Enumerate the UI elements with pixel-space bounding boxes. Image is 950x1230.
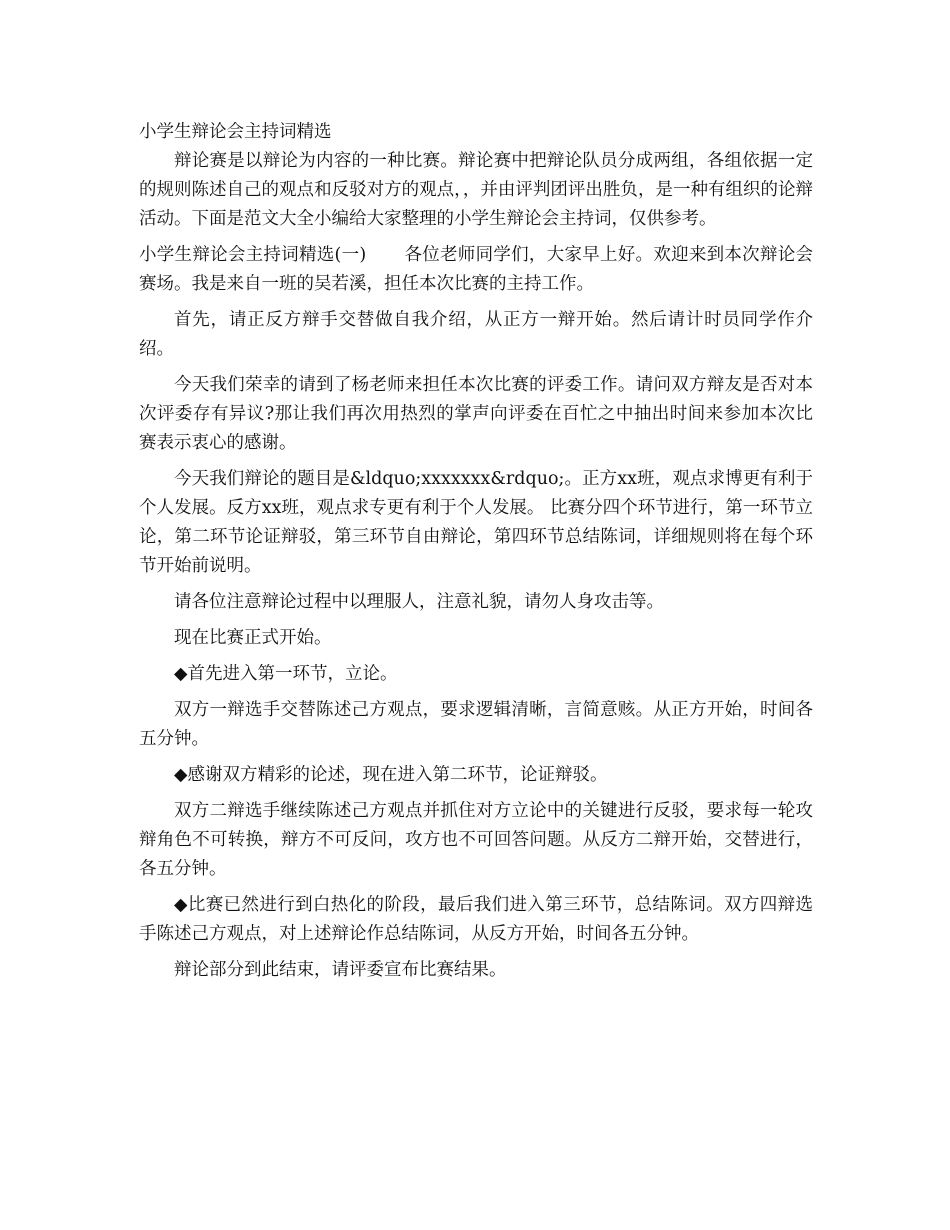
intro-paragraph: 辩论赛是以辩论为内容的一种比赛。辩论赛中把辩论队员分成两组，各组依据一定的规则陈述自己的观点和反驳对方的观点，，并由评判团评出胜负，是一种有组织的论辩活动。下面是范文大全小编给大家整理的小学生辩论会主持词，仅供参考。 [139, 151, 813, 229]
body-paragraph: 请各位注意辩论过程中以理服人，注意礼貌，请勿人身攻击等。 [174, 592, 664, 612]
body-paragraph: 双方二辩选手继续陈述己方观点并抓住对方立论中的关键进行反驳，要求每一轮攻辩角色不可转换，辩方不可反问，攻方也不可回答问题。从反方二辩开始，交替进行，各五分钟。 [139, 801, 813, 879]
body-paragraph: ◆首先进入第一环节，立论。 [174, 664, 398, 684]
body-paragraph: ◆比赛已然进行到白热化的阶段，最后我们进入第三环节，总结陈词。双方四辩选手陈述己方观点，对上述辩论作总结陈词，从反方开始，时间各五分钟。 [139, 895, 813, 944]
body-paragraph: ◆感谢双方精彩的论述，现在进入第二环节，论证辩驳。 [174, 765, 608, 785]
section-paragraph [139, 241, 813, 299]
document-title: 小学生辩论会主持词精选 [139, 122, 332, 142]
body-paragraph: 今天我们辩论的题目是&ldquo;xxxxxxx&rdquo;。正方xx班，观点求博更有利于个人发展。反方xx班，观点求专更有利于个人发展。 比赛分四个环节进行，第一环节立论，第二环节论证辩驳，第三环节自由辩论，第四环节总结陈词，详细规则将在每个环节开始前说明。 [139, 469, 813, 576]
body-paragraph: 双方一辩选手交替陈述己方观点，要求逻辑清晰，言简意赅。从正方开始，时间各五分钟。 [139, 700, 813, 749]
body-paragraph: 辩论部分到此结束，请评委宣布比赛结果。 [174, 960, 507, 980]
body-paragraph: 现在比赛正式开始。 [174, 628, 332, 648]
section-heading: 小学生辩论会主持词精选(一) [139, 245, 367, 265]
section-first-text: 各位老师同学们，大家早上好。欢迎来到本次辩论会赛场。我是来自一班的吴若溪，担任本次比赛的主持工作。 [139, 245, 814, 294]
body-paragraph: 首先，请正反方辩手交替做自我介绍，从正方一辩开始。然后请计时员同学作介绍。 [139, 310, 813, 359]
body-paragraph: 今天我们荣幸的请到了杨老师来担任本次比赛的评委工作。请问双方辩友是否对本次评委存有异议?那让我们再次用热烈的掌声向评委在百忙之中抽出时间来参加本次比赛表示衷心的感谢。 [139, 375, 813, 453]
